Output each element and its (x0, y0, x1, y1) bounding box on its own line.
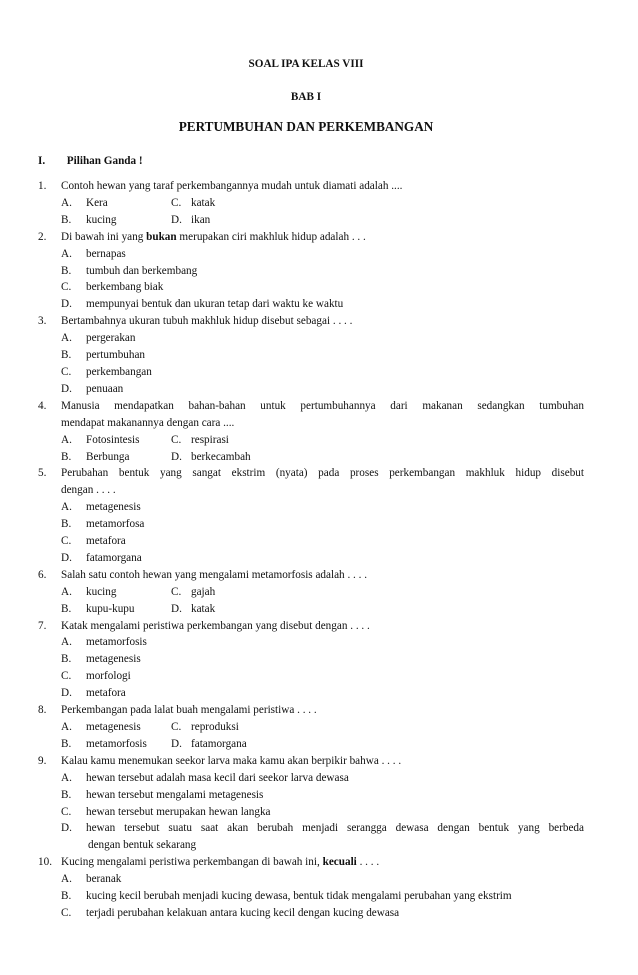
option-text: ikan (191, 213, 211, 226)
question-text: Kucing mengalami peristiwa perkembangan di bawah ini, kecuali . . . . (61, 856, 380, 869)
option-text: Berbunga (86, 450, 130, 463)
option-item (38, 804, 584, 821)
question-4 (38, 398, 584, 466)
option-text: gajah (191, 585, 216, 598)
emphasis-word: bukan (146, 230, 177, 243)
option-text: metamorfosa (86, 518, 145, 531)
option-letter: C. (61, 535, 72, 548)
option-text: berkecambah (191, 450, 251, 463)
question-text-continued: mendapat makanannya dengan cara .... (61, 416, 235, 429)
option-item (38, 330, 584, 347)
question-number: 5. (38, 467, 47, 480)
option-text: tumbuh dan berkembang (86, 264, 198, 277)
option-item (38, 533, 584, 550)
option-text: fatamorgana (86, 551, 142, 564)
option-item (38, 787, 584, 804)
option-item (38, 651, 584, 668)
option-letter: D. (61, 551, 72, 564)
question-number: 9. (38, 754, 47, 767)
option-text: Kera (86, 196, 108, 209)
option-row (38, 584, 584, 601)
option-text: hewan tersebut mengalami metagenesis (86, 788, 264, 801)
option-text: pergerakan (86, 332, 136, 345)
option-item (38, 296, 584, 313)
option-item (38, 499, 584, 516)
option-letter: B. (61, 264, 72, 277)
option-text: perkembangan (86, 365, 152, 378)
option-item (38, 820, 584, 837)
option-text: mempunyai bentuk dan ukuran tetap dari waktu ke waktu (86, 298, 344, 311)
question-list (38, 178, 584, 922)
option-text: metafora (86, 535, 126, 548)
option-letter: C. (61, 805, 72, 818)
emphasis-word: kecuali (322, 856, 357, 869)
option-item (38, 516, 584, 533)
option-text: hewan tersebut merupakan hewan langka (86, 805, 271, 818)
question-number: 10. (38, 856, 52, 869)
doc-title: SOAL IPA KELAS VIII (248, 58, 364, 70)
question-3 (38, 313, 584, 398)
option-text: bernapas (86, 247, 126, 260)
option-text: kucing (86, 585, 117, 598)
option-letter: B. (61, 890, 72, 903)
option-letter: B. (61, 737, 72, 750)
option-item (38, 263, 584, 280)
question-number: 3. (38, 315, 47, 328)
question-7 (38, 618, 584, 703)
option-letter: C. (171, 721, 182, 733)
option-text: dengan bentuk sekarang (88, 839, 197, 852)
option-letter: C. (61, 670, 72, 683)
option-letter: A. (61, 585, 72, 598)
option-text: metafora (86, 687, 126, 700)
option-letter: B. (61, 602, 72, 615)
question-number: 1. (38, 180, 47, 192)
section-number: I. (38, 155, 46, 167)
option-item (38, 770, 584, 787)
option-item (38, 246, 584, 263)
question-8 (38, 702, 584, 753)
section-heading (38, 155, 143, 167)
option-letter: B. (61, 213, 72, 226)
option-letter: A. (61, 721, 72, 733)
option-text: hewan tersebut suatu saat akan berubah menjadi serangga dewasa dengan bentuk yang berbeda (86, 822, 584, 835)
option-text: morfologi (86, 670, 131, 683)
question-text: Contoh hewan yang taraf perkembangannya mudah untuk diamati adalah .... (61, 180, 403, 192)
question-1 (38, 178, 584, 229)
option-text: kucing (86, 213, 117, 226)
option-letter: C. (171, 585, 182, 598)
option-text: pertumbuhan (86, 349, 146, 362)
question-number: 7. (38, 619, 47, 632)
option-text: kupu-kupu (86, 602, 135, 615)
option-text: Fotosintesis (86, 433, 140, 446)
option-row (38, 719, 584, 736)
option-text: reproduksi (191, 721, 239, 733)
question-text: Katak mengalami peristiwa perkembangan yang disebut dengan . . . . (61, 619, 370, 632)
option-text: metamorfosis (86, 636, 147, 649)
question-text-continued: dengan . . . . (61, 484, 116, 497)
question-text: Perubahan bentuk yang sangat ekstrim (nyata) pada proses perkembangan makhluk hidup disebut (61, 467, 584, 480)
option-item (38, 668, 584, 685)
option-text: berkembang biak (86, 281, 164, 294)
option-item (38, 871, 584, 888)
option-row (38, 601, 584, 618)
option-text: penuaan (86, 382, 124, 395)
question-number: 2. (38, 230, 47, 243)
option-text: katak (191, 602, 216, 615)
option-row (38, 212, 584, 229)
option-letter: A. (61, 332, 72, 345)
option-text: metagenesis (86, 721, 141, 733)
option-letter: B. (61, 653, 72, 666)
question-text: Kalau kamu menemukan seekor larva maka kamu akan berpikir bahwa . . . . (61, 754, 402, 767)
option-row (38, 736, 584, 753)
option-letter: D. (61, 687, 72, 700)
option-item (38, 888, 584, 905)
option-text: katak (191, 196, 216, 209)
question-9 (38, 753, 584, 854)
option-text: kucing kecil berubah menjadi kucing dewasa, bentuk tidak mengalami perubahan yang ekstrim (86, 890, 512, 903)
question-5 (38, 465, 584, 566)
option-text: beranak (86, 873, 122, 886)
option-letter: D. (171, 737, 182, 750)
option-text: fatamorgana (191, 737, 247, 750)
question-text: Bertambahnya ukuran tubuh makhluk hidup disebut sebagai . . . . (61, 315, 353, 328)
option-letter: A. (61, 433, 72, 446)
option-item (38, 550, 584, 567)
option-letter: B. (61, 518, 72, 531)
chapter-title: PERTUMBUHAN DAN PERKEMBANGAN (178, 119, 434, 134)
option-letter: B. (61, 450, 72, 463)
question-2 (38, 229, 584, 314)
question-number: 4. (38, 399, 47, 412)
section-label: Pilihan Ganda ! (66, 155, 143, 167)
option-letter: D. (61, 382, 72, 395)
option-item (38, 279, 584, 296)
option-letter: C. (171, 433, 182, 446)
option-letter: A. (61, 771, 72, 784)
option-row (38, 432, 584, 449)
option-text: terjadi perubahan kelakuan antara kucing kecil dengan kucing dewasa (86, 906, 400, 919)
option-letter: A. (61, 873, 72, 886)
option-letter: D. (171, 213, 182, 226)
option-item (38, 634, 584, 651)
option-letter: D. (61, 298, 72, 311)
option-letter: D. (171, 450, 182, 463)
option-letter: A. (61, 247, 72, 260)
option-text: respirasi (191, 433, 229, 446)
option-row (38, 195, 584, 212)
option-item (38, 685, 584, 702)
option-letter: B. (61, 349, 72, 362)
option-row (38, 449, 584, 466)
chapter-label: BAB I (290, 91, 322, 103)
option-text: metagenesis (86, 501, 141, 514)
option-letter: A. (61, 196, 72, 209)
option-item (38, 347, 584, 364)
option-letter: C. (61, 365, 72, 378)
question-number: 6. (38, 568, 47, 581)
option-item (38, 364, 584, 381)
option-letter: C. (171, 196, 182, 209)
question-text: Salah satu contoh hewan yang mengalami metamorfosis adalah . . . . (61, 568, 368, 581)
option-letter: D. (61, 822, 72, 835)
option-letter: C. (61, 906, 72, 919)
option-item (38, 905, 584, 922)
question-6 (38, 567, 584, 618)
option-letter: B. (61, 788, 72, 801)
question-number: 8. (38, 704, 47, 717)
option-text-continued (38, 837, 584, 854)
option-letter: D. (171, 602, 182, 615)
question-text: Di bawah ini yang bukan merupakan ciri makhluk hidup adalah . . . (61, 230, 366, 243)
option-letter: A. (61, 501, 72, 514)
question-10 (38, 854, 584, 922)
option-text: metagenesis (86, 653, 141, 666)
question-text: Perkembangan pada lalat buah mengalami peristiwa . . . . (61, 704, 317, 717)
option-letter: A. (61, 636, 72, 649)
option-letter: C. (61, 281, 72, 294)
option-text: metamorfosis (86, 737, 147, 750)
question-text: Manusia mendapatkan bahan-bahan untuk pertumbuhannya dari makanan sedangkan tumbuhan (61, 399, 584, 412)
option-text: hewan tersebut adalah masa kecil dari seekor larva dewasa (86, 771, 349, 784)
option-item (38, 381, 584, 398)
